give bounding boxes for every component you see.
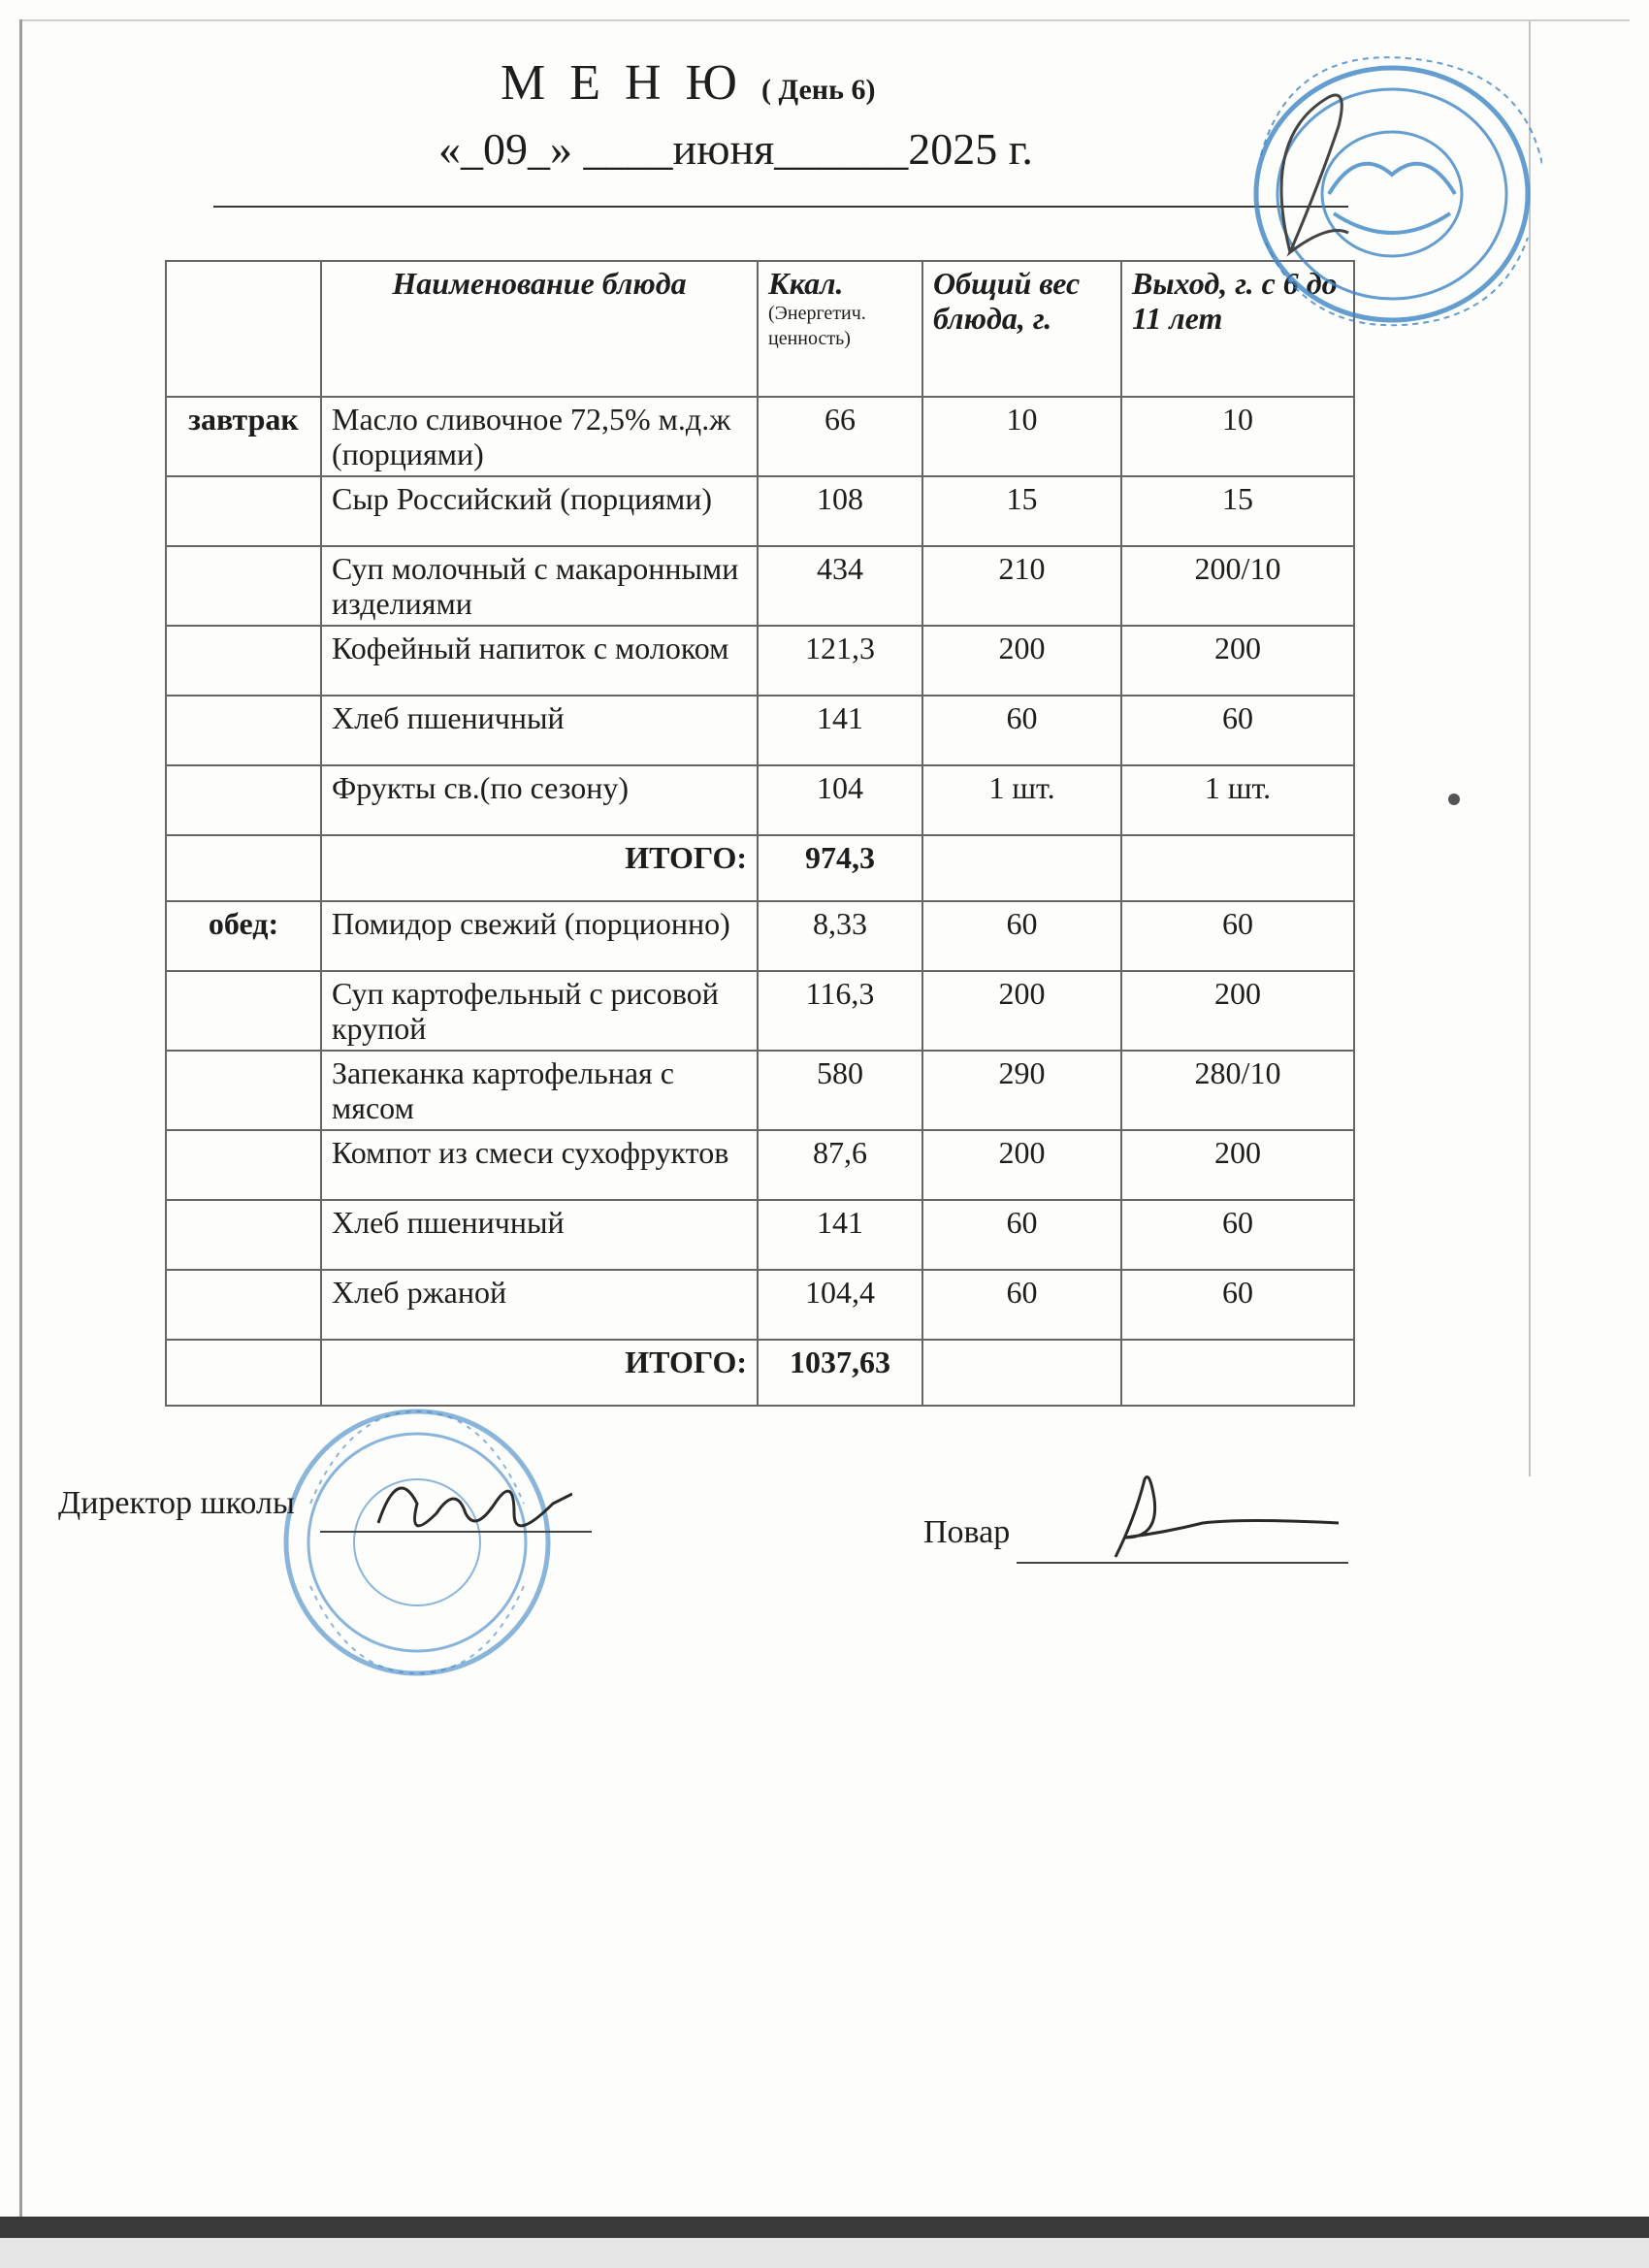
dish-name: Запеканка картофельная с мясом (321, 1051, 758, 1130)
total-kcal: 974,3 (758, 835, 922, 901)
meal-cell (166, 765, 321, 835)
kcal-value: 141 (758, 1200, 922, 1270)
dish-name: Сыр Российский (порциями) (321, 476, 758, 546)
scan-bottom-margin (0, 2238, 1649, 2268)
kcal-value: 121,3 (758, 626, 922, 696)
weight-value: 290 (922, 1051, 1121, 1130)
scan-edge-left (19, 19, 22, 2241)
output-value: 200 (1121, 626, 1354, 696)
header-kcal-note: (Энергетич. ценность) (768, 303, 866, 349)
menu-day: ( День 6) (761, 74, 876, 106)
output-value: 15 (1121, 476, 1354, 546)
kcal-value: 434 (758, 546, 922, 626)
kcal-value: 66 (758, 397, 922, 476)
kcal-value: 104 (758, 765, 922, 835)
dish-name: Хлеб ржаной (321, 1270, 758, 1340)
meal-cell (166, 1130, 321, 1200)
total-label: ИТОГО: (321, 1340, 758, 1406)
dish-name: Масло сливочное 72,5% м.д.ж (порциями) (321, 397, 758, 476)
menu-title-text: М Е Н Ю (501, 55, 743, 111)
total-empty-cell (1121, 1340, 1354, 1406)
meal-cell (166, 626, 321, 696)
dish-name: Хлеб пшеничный (321, 696, 758, 765)
weight-value: 60 (922, 1200, 1121, 1270)
total-kcal: 1037,63 (758, 1340, 922, 1406)
total-empty-cell (166, 835, 321, 901)
total-row (166, 835, 1354, 901)
scan-edge-top (19, 19, 1630, 21)
header-weight: Общий вес блюда, г. (922, 261, 1121, 397)
weight-value: 200 (922, 1130, 1121, 1200)
table-row (166, 1200, 1354, 1270)
output-value: 200/10 (1121, 546, 1354, 626)
table-row (166, 696, 1354, 765)
table-row (166, 476, 1354, 546)
meal-cell (166, 971, 321, 1051)
weight-value: 200 (922, 626, 1121, 696)
cook-signature (1096, 1470, 1348, 1567)
dish-name: Суп картофельный с рисовой крупой (321, 971, 758, 1051)
meal-cell (166, 1270, 321, 1340)
meal-cell (166, 1051, 321, 1130)
meal-cell (166, 696, 321, 765)
table-row (166, 626, 1354, 696)
table-row (166, 1051, 1354, 1130)
kcal-value: 8,33 (758, 901, 922, 971)
weight-value: 1 шт. (922, 765, 1121, 835)
table-row (166, 1270, 1354, 1340)
meal-cell (166, 1200, 321, 1270)
total-label: ИТОГО: (321, 835, 758, 901)
table-row (166, 1130, 1354, 1200)
output-value: 200 (1121, 1130, 1354, 1200)
output-value: 1 шт. (1121, 765, 1354, 835)
meal-cell: обед: (166, 901, 321, 971)
director-label: Директор школы (58, 1485, 295, 1521)
kcal-value: 108 (758, 476, 922, 546)
round-seal-stamp-top (1222, 39, 1542, 349)
table-row (166, 546, 1354, 626)
meal-cell (166, 476, 321, 546)
output-value: 10 (1121, 397, 1354, 476)
dish-name: Суп молочный с макаронными изделиями (321, 546, 758, 626)
table-row (166, 765, 1354, 835)
weight-value: 200 (922, 971, 1121, 1051)
total-empty-cell (1121, 835, 1354, 901)
table-header-row (166, 261, 1354, 397)
total-empty-cell (922, 835, 1121, 901)
weight-value: 60 (922, 901, 1121, 971)
header-meal-cell (166, 261, 321, 397)
cook-label: Повар (923, 1514, 1011, 1550)
kcal-value: 87,6 (758, 1130, 922, 1200)
dish-name: Компот из смеси сухофруктов (321, 1130, 758, 1200)
meal-cell: завтрак (166, 397, 321, 476)
header-kcal: Ккал. (Энергетич. ценность) (758, 261, 922, 397)
total-row (166, 1340, 1354, 1406)
header-dish-name: Наименование блюда (321, 261, 758, 397)
scan-bottom-band (0, 2217, 1649, 2238)
total-empty-cell (922, 1340, 1121, 1406)
output-value: 60 (1121, 901, 1354, 971)
menu-table (165, 260, 1355, 1407)
output-value: 280/10 (1121, 1051, 1354, 1130)
output-value: 60 (1121, 696, 1354, 765)
weight-value: 10 (922, 397, 1121, 476)
weight-value: 15 (922, 476, 1121, 546)
kcal-value: 580 (758, 1051, 922, 1130)
kcal-value: 104,4 (758, 1270, 922, 1340)
director-signature (369, 1465, 572, 1552)
table-row (166, 901, 1354, 971)
menu-date: «_09_» ____июня______2025 г. (438, 124, 1033, 174)
output-value: 60 (1121, 1270, 1354, 1340)
dish-name: Хлеб пшеничный (321, 1200, 758, 1270)
menu-title (501, 54, 875, 119)
table-row (166, 971, 1354, 1051)
table-row (166, 397, 1354, 476)
kcal-value: 141 (758, 696, 922, 765)
meal-cell (166, 546, 321, 626)
total-empty-cell (166, 1340, 321, 1406)
header-rule (213, 206, 1348, 208)
dish-name: Фрукты св.(по сезону) (321, 765, 758, 835)
output-value: 200 (1121, 971, 1354, 1051)
dish-name: Кофейный напиток с молоком (321, 626, 758, 696)
weight-value: 60 (922, 696, 1121, 765)
scan-speck (1448, 794, 1460, 805)
weight-value: 60 (922, 1270, 1121, 1340)
kcal-value: 116,3 (758, 971, 922, 1051)
dish-name: Помидор свежий (порционно) (321, 901, 758, 971)
header-output: Выход, г. с 6 до 11 лет (1121, 261, 1354, 397)
output-value: 60 (1121, 1200, 1354, 1270)
weight-value: 210 (922, 546, 1121, 626)
